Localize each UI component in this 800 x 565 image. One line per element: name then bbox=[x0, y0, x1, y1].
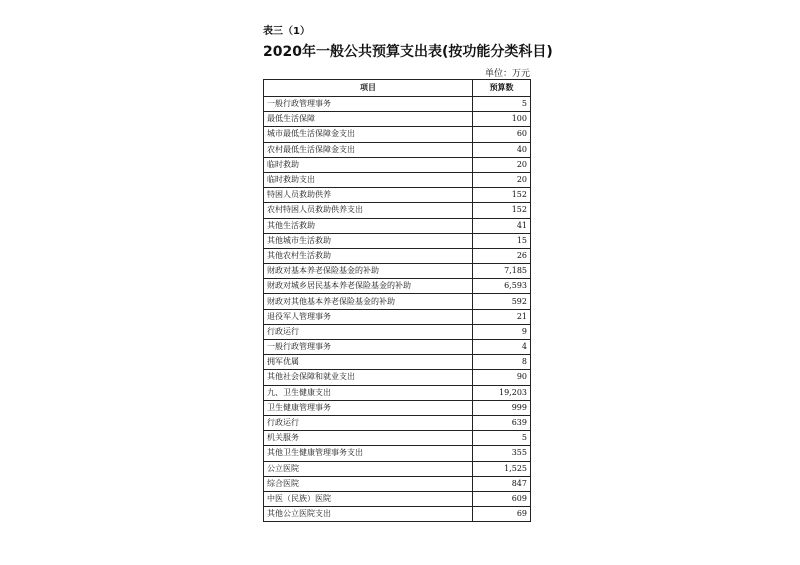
row-item-name: 临时救助 bbox=[264, 157, 473, 172]
row-amount: 639 bbox=[473, 415, 531, 430]
row-amount: 20 bbox=[473, 172, 531, 187]
table-row bbox=[264, 340, 531, 355]
table-row bbox=[264, 355, 531, 370]
row-amount: 609 bbox=[473, 491, 531, 506]
amount-column-header: 预算数 bbox=[473, 80, 531, 97]
table-row bbox=[264, 309, 531, 324]
row-item-name: 一般行政管理事务 bbox=[264, 97, 473, 112]
row-amount: 152 bbox=[473, 188, 531, 203]
row-amount: 15 bbox=[473, 233, 531, 248]
row-amount: 4 bbox=[473, 340, 531, 355]
table-row bbox=[264, 97, 531, 112]
row-item-name: 其他生活救助 bbox=[264, 218, 473, 233]
table-row bbox=[264, 112, 531, 127]
row-amount: 9 bbox=[473, 324, 531, 339]
table-row bbox=[264, 233, 531, 248]
table-row bbox=[264, 157, 531, 172]
row-item-name: 特困人员救助供养 bbox=[264, 188, 473, 203]
row-item-name: 退役军人管理事务 bbox=[264, 309, 473, 324]
item-column-header: 项目 bbox=[264, 80, 473, 97]
table-row bbox=[264, 142, 531, 157]
table-row bbox=[264, 279, 531, 294]
row-amount: 60 bbox=[473, 127, 531, 142]
table-number-label: 表三（1） bbox=[263, 26, 310, 37]
row-item-name: 最低生活保障 bbox=[264, 112, 473, 127]
table-row bbox=[264, 248, 531, 263]
row-amount: 40 bbox=[473, 142, 531, 157]
row-item-name: 其他城市生活救助 bbox=[264, 233, 473, 248]
table-row bbox=[264, 507, 531, 522]
table-row bbox=[264, 491, 531, 506]
row-amount: 355 bbox=[473, 446, 531, 461]
row-item-name: 财政对基本养老保险基金的补助 bbox=[264, 264, 473, 279]
row-amount: 100 bbox=[473, 112, 531, 127]
row-item-name: 公立医院 bbox=[264, 461, 473, 476]
row-amount: 847 bbox=[473, 476, 531, 491]
table-row bbox=[264, 188, 531, 203]
table-row bbox=[264, 461, 531, 476]
row-amount: 7,185 bbox=[473, 264, 531, 279]
table-row bbox=[264, 324, 531, 339]
row-amount: 41 bbox=[473, 218, 531, 233]
unit-label: 单位：万元 bbox=[484, 69, 530, 79]
row-amount: 90 bbox=[473, 370, 531, 385]
row-amount: 19,203 bbox=[473, 385, 531, 400]
row-amount: 20 bbox=[473, 157, 531, 172]
row-item-name: 其他卫生健康管理事务支出 bbox=[264, 446, 473, 461]
row-amount: 999 bbox=[473, 400, 531, 415]
row-item-name: 拥军优属 bbox=[264, 355, 473, 370]
row-item-name: 九、卫生健康支出 bbox=[264, 385, 473, 400]
table-row bbox=[264, 385, 531, 400]
row-item-name: 一般行政管理事务 bbox=[264, 340, 473, 355]
row-amount: 6,593 bbox=[473, 279, 531, 294]
row-item-name: 行政运行 bbox=[264, 415, 473, 430]
table-row bbox=[264, 203, 531, 218]
row-item-name: 其他公立医院支出 bbox=[264, 507, 473, 522]
row-amount: 5 bbox=[473, 431, 531, 446]
budget-table bbox=[263, 79, 531, 522]
row-item-name: 其他社会保障和就业支出 bbox=[264, 370, 473, 385]
table-header-row bbox=[264, 80, 531, 97]
row-item-name: 城市最低生活保障金支出 bbox=[264, 127, 473, 142]
row-amount: 152 bbox=[473, 203, 531, 218]
row-item-name: 农村特困人员救助供养支出 bbox=[264, 203, 473, 218]
table-row bbox=[264, 172, 531, 187]
row-item-name: 卫生健康管理事务 bbox=[264, 400, 473, 415]
row-item-name: 行政运行 bbox=[264, 324, 473, 339]
row-amount: 69 bbox=[473, 507, 531, 522]
row-item-name: 财政对城乡居民基本养老保险基金的补助 bbox=[264, 279, 473, 294]
table-row bbox=[264, 400, 531, 415]
table-row bbox=[264, 218, 531, 233]
page-title: 2020年一般公共预算支出表(按功能分类科目) bbox=[263, 44, 553, 60]
row-amount: 26 bbox=[473, 248, 531, 263]
table-body bbox=[264, 97, 531, 522]
table-row bbox=[264, 264, 531, 279]
table-row bbox=[264, 476, 531, 491]
table-row bbox=[264, 294, 531, 309]
row-item-name: 财政对其他基本养老保险基金的补助 bbox=[264, 294, 473, 309]
table-row bbox=[264, 431, 531, 446]
row-amount: 21 bbox=[473, 309, 531, 324]
table-row bbox=[264, 446, 531, 461]
row-item-name: 农村最低生活保障金支出 bbox=[264, 142, 473, 157]
row-amount: 1,525 bbox=[473, 461, 531, 476]
row-item-name: 中医（民族）医院 bbox=[264, 491, 473, 506]
table-row bbox=[264, 370, 531, 385]
row-amount: 592 bbox=[473, 294, 531, 309]
row-item-name: 其他农村生活救助 bbox=[264, 248, 473, 263]
row-amount: 8 bbox=[473, 355, 531, 370]
row-item-name: 综合医院 bbox=[264, 476, 473, 491]
table-row bbox=[264, 127, 531, 142]
row-item-name: 机关服务 bbox=[264, 431, 473, 446]
row-item-name: 临时救助支出 bbox=[264, 172, 473, 187]
table-row bbox=[264, 415, 531, 430]
row-amount: 5 bbox=[473, 97, 531, 112]
